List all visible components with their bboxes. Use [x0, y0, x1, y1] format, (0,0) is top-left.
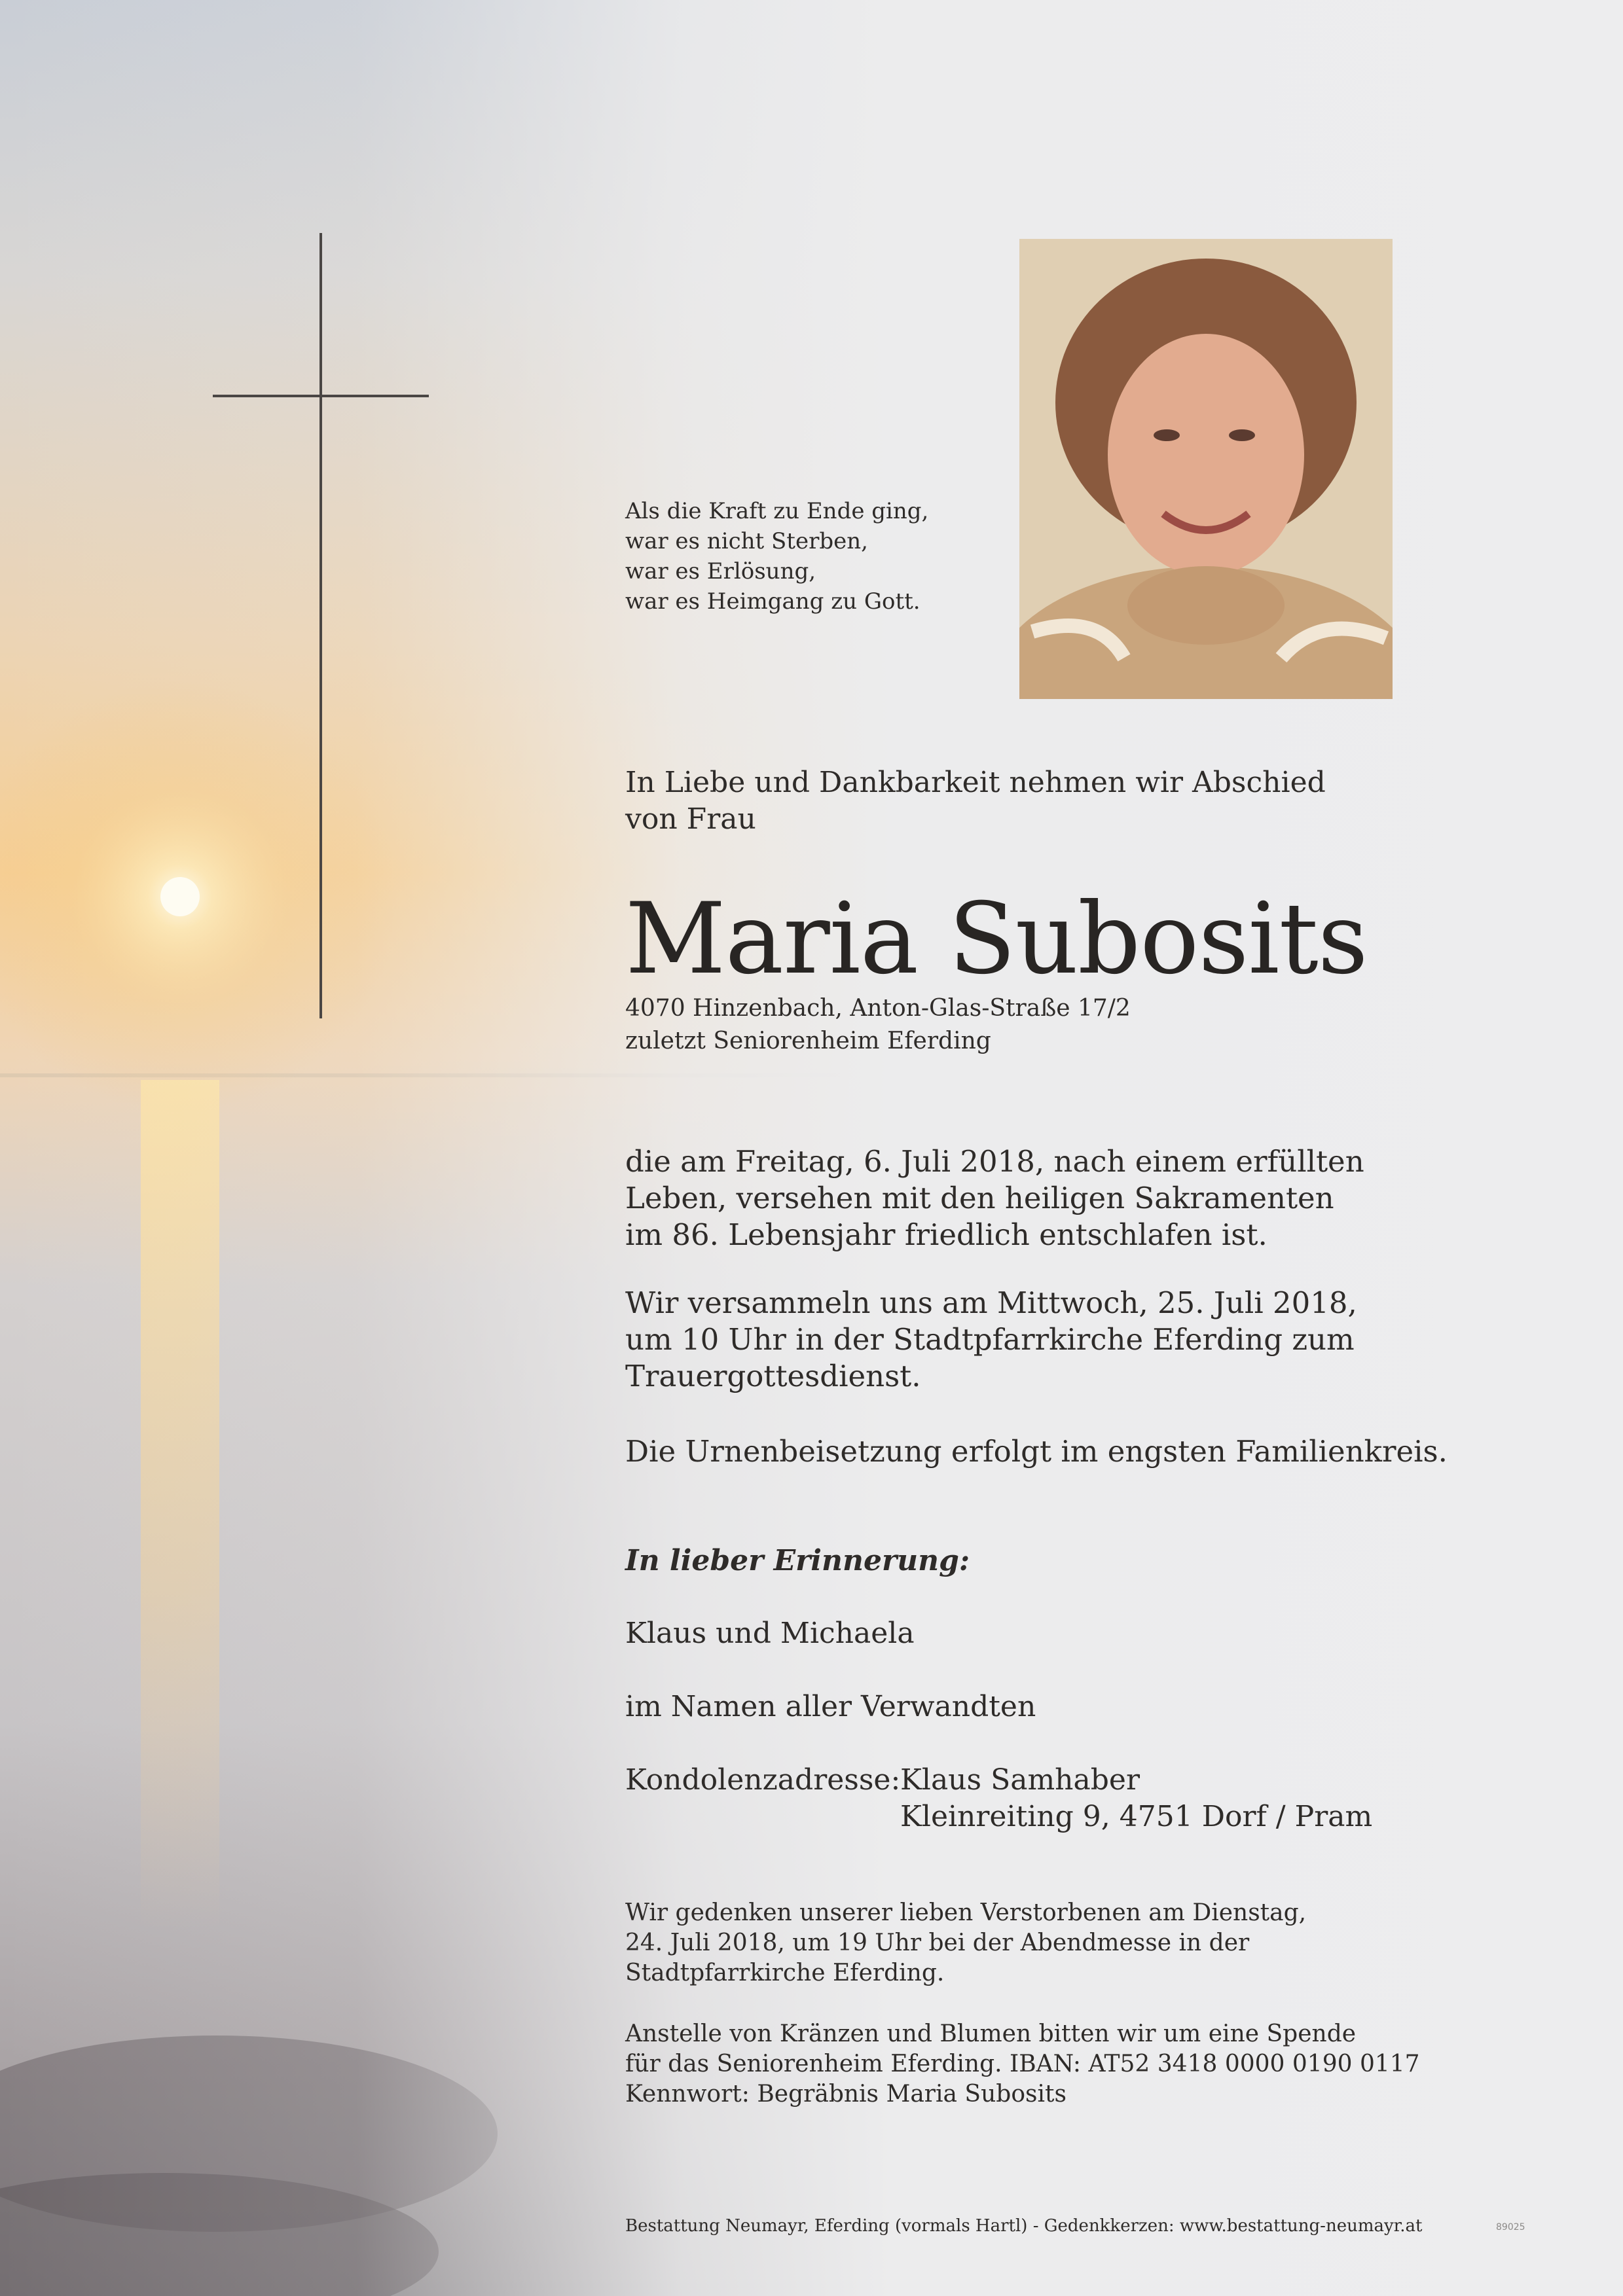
- address-line: zuletzt Seniorenheim Eferding: [625, 1028, 991, 1054]
- paragraph-line: 24. Juli 2018, um 19 Uhr bei der Abendmesse in der: [625, 1929, 1250, 1956]
- memory-heading: In lieber Erinnerung:: [625, 1544, 970, 1577]
- poem: [625, 496, 928, 617]
- donation-paragraph: [625, 2019, 1420, 2109]
- paragraph-line: Trauergottesdienst.: [625, 1359, 921, 1393]
- cross-vertical-bar: [319, 233, 322, 1018]
- family-relatives: im Namen aller Verwandten: [625, 1690, 1036, 1723]
- poem-line: Als die Kraft zu Ende ging,: [625, 498, 929, 524]
- paragraph-line: Leben, versehen mit den heiligen Sakramenten: [625, 1181, 1334, 1215]
- paragraph-line: Wir gedenken unserer lieben Verstorbenen am Dienstag,: [625, 1899, 1307, 1926]
- deceased-address: [625, 992, 1131, 1058]
- deceased-name: Maria Subosits: [625, 882, 1368, 996]
- paragraph-line: Anstelle von Kränzen und Blumen bitten wir um eine Spende: [625, 2020, 1357, 2047]
- condolence-street: Kleinreiting 9, 4751 Dorf / Pram: [900, 1800, 1373, 1833]
- address-line: 4070 Hinzenbach, Anton-Glas-Straße 17/2: [625, 995, 1131, 1022]
- paragraph-line: Kennwort: Begräbnis Maria Subosits: [625, 2081, 1067, 2108]
- condolence-label: Kondolenzadresse:: [625, 1763, 901, 1797]
- poem-line: war es nicht Sterben,: [625, 528, 868, 554]
- service-paragraph: [625, 1285, 1357, 1395]
- paragraph-line: für das Seniorenheim Eferding. IBAN: AT52 3418 0000 0190 0117: [625, 2051, 1420, 2077]
- paragraph-line: Stadtpfarrkirche Eferding.: [625, 1960, 945, 1986]
- urn-burial-paragraph: Die Urnenbeisetzung erfolgt im engsten Familienkreis.: [625, 1434, 1448, 1469]
- funeral-home-footer: Bestattung Neumayr, Eferding (vormals Hartl) - Gedenkkerzen: www.bestattung-neumayr.at: [625, 2216, 1423, 2236]
- paragraph-line: die am Freitag, 6. Juli 2018, nach einem erfüllten: [625, 1144, 1364, 1179]
- cross-horizontal-bar: [213, 395, 429, 397]
- condolence-name: Klaus Samhaber: [900, 1763, 1140, 1797]
- paragraph-line: um 10 Uhr in der Stadtpfarrkirche Eferding zum: [625, 1322, 1355, 1357]
- family-names: Klaus und Michaela: [625, 1617, 915, 1650]
- paragraph-line: im 86. Lebensjahr friedlich entschlafen ist.: [625, 1217, 1267, 1252]
- intro-line: In Liebe und Dankbarkeit nehmen wir Abschied: [625, 766, 1326, 799]
- poem-line: war es Erlösung,: [625, 558, 816, 584]
- intro-text: [625, 764, 1326, 838]
- condolence-address: [625, 1762, 1372, 1835]
- death-notice-paragraph: [625, 1143, 1364, 1253]
- intro-line: von Frau: [625, 802, 756, 836]
- remembrance-mass-paragraph: [625, 1898, 1306, 1988]
- poem-line: war es Heimgang zu Gott.: [625, 588, 921, 615]
- paragraph-line: Wir versammeln uns am Mittwoch, 25. Juli 2018,: [625, 1285, 1357, 1320]
- portrait-photo: [1019, 239, 1393, 699]
- print-code: 89025: [1496, 2222, 1525, 2233]
